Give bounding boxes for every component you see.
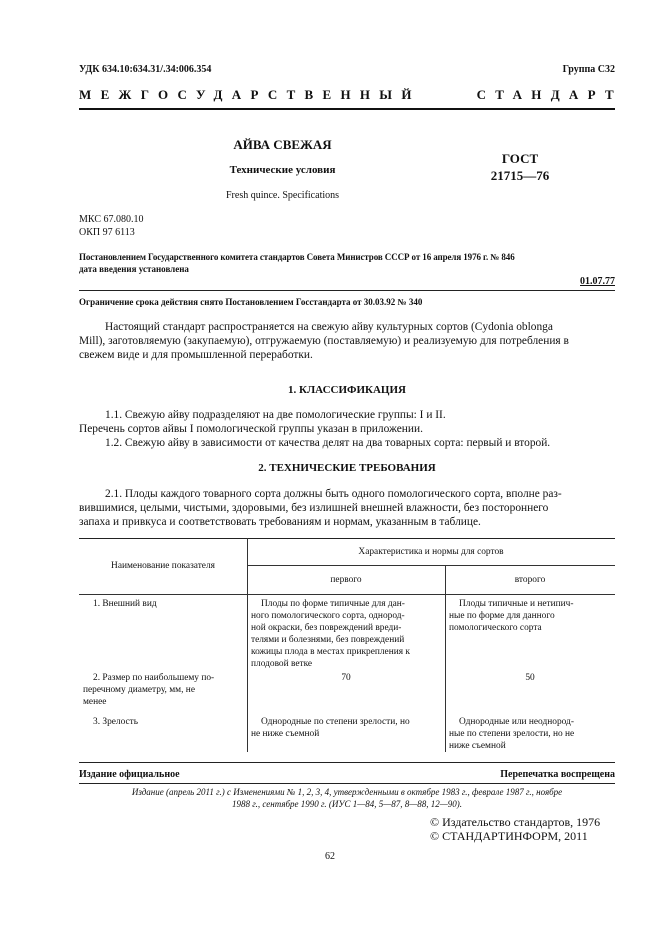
footer-rule bbox=[79, 762, 615, 763]
row1-second-line: ные по форме для данного bbox=[449, 611, 555, 621]
header-indicator: Наименование показателя bbox=[111, 561, 215, 571]
section1-heading: 1. КЛАССИФИКАЦИЯ bbox=[288, 384, 406, 396]
section1-line-2: Перечень сортов айвы I помологической группы указан в приложении. bbox=[79, 423, 423, 435]
decree-line2: дата введения установлена bbox=[79, 264, 189, 274]
table-top-rule bbox=[79, 538, 615, 539]
decree-line1: Постановлением Государственного комитета стандартов Совета Министров СССР от 16 апреля 1976 г. № 846 bbox=[79, 252, 515, 262]
official-edition: Издание официальное bbox=[79, 769, 180, 780]
header-group: Характеристика и нормы для сортов bbox=[358, 547, 504, 557]
row3-first-line: Однородные по степени зрелости, но bbox=[261, 717, 410, 727]
intro-line-2: Mill), заготовляемую (закупаемую), отгружаемую (поставляемую) и реализуемую для потребления в bbox=[79, 335, 569, 347]
row1-indicator-line: 1. Внешний вид bbox=[93, 599, 157, 609]
table-group-rule bbox=[247, 565, 615, 566]
okp-code: ОКП 97 6113 bbox=[79, 227, 135, 238]
row1-first-line: ного помологического сорта, однород- bbox=[251, 611, 405, 621]
row1-first-line: телями и болезнями, без повреждений bbox=[251, 635, 405, 645]
row2-indicator-line: 2. Размер по наибольшему по- bbox=[93, 673, 215, 683]
section2-line-1: 2.1. Плоды каждого товарного сорта должны быть одного помологического сорта, вполне раз- bbox=[105, 488, 562, 500]
row1-first-line: плодовой ветке bbox=[251, 659, 313, 669]
table-header-rule bbox=[79, 594, 615, 595]
row1-first-line: ной окраски, без повреждений вреди- bbox=[251, 623, 402, 633]
section1-line-3: 1.2. Свежую айву в зависимости от качества делят на два товарных сорта: первый и второй. bbox=[105, 437, 551, 449]
interstate-left: МЕЖГОСУДАРСТВЕННЫЙ bbox=[79, 87, 421, 102]
section2-line-3: запаха и привкуса и соответствовать требованиям и нормам, указанным в таблице. bbox=[79, 516, 481, 528]
row3-second-line: ниже съемной bbox=[449, 741, 506, 751]
document-subtitle: Технические условия bbox=[229, 164, 336, 176]
section2-line-2: вившимися, целыми, чистыми, здоровыми, без излишней внешней влажности, без постороннего bbox=[79, 502, 549, 514]
row1-first-line: кожицы плода в местах прикрепления к bbox=[251, 647, 410, 657]
page-number: 62 bbox=[325, 851, 335, 862]
row2-second: 50 bbox=[525, 673, 535, 683]
decree-rule bbox=[79, 290, 615, 291]
row1-indicator bbox=[93, 598, 243, 610]
row2-indicator-line: менее bbox=[83, 697, 107, 707]
intro-line-1: Настоящий стандарт распространяется на свежую айву культурных сортов (Cydonia oblonga bbox=[105, 321, 553, 333]
copyright-1976: © Издательство стандартов, 1976 bbox=[430, 815, 601, 829]
limit-removed: Ограничение срока действия снято Постановлением Госстандарта от 30.03.92 № 340 bbox=[79, 297, 423, 307]
header-rule bbox=[79, 108, 615, 110]
row3-first bbox=[251, 716, 441, 740]
reprint-prohibited: Перепечатка воспрещена bbox=[500, 769, 615, 780]
row1-second bbox=[449, 598, 613, 634]
row3-first-line: не ниже съемной bbox=[251, 729, 320, 739]
copyright-2011: © СТАНДАРТИНФОРМ, 2011 bbox=[430, 829, 588, 843]
introduction-date: 01.07.77 bbox=[580, 276, 615, 287]
row2-indicator bbox=[83, 672, 245, 708]
row1-second-line: Плоды типичные и нетипич- bbox=[459, 599, 574, 609]
header-second: второго bbox=[514, 575, 546, 585]
gost-number: 21715—76 bbox=[490, 168, 550, 183]
row1-second-line: помологического сорта bbox=[449, 623, 542, 633]
interstate-right: СТАНДАРТ bbox=[476, 87, 623, 102]
section1-line-1: 1.1. Свежую айву подразделяют на две помологические группы: I и II. bbox=[105, 409, 446, 421]
requirements-table bbox=[79, 538, 615, 752]
row3-second-line: Однородные или неоднород- bbox=[459, 717, 574, 727]
row2-indicator-line: перечному диаметру, мм, не bbox=[83, 685, 195, 695]
group-code: Группа С32 bbox=[562, 64, 615, 75]
row1-first-line: Плоды по форме типичные для дан- bbox=[261, 599, 405, 609]
header-first: первого bbox=[330, 575, 362, 585]
section2-heading: 2. ТЕХНИЧЕСКИЕ ТРЕБОВАНИЯ bbox=[258, 462, 436, 474]
document-title: АЙВА СВЕЖАЯ bbox=[233, 137, 332, 152]
gost-label: ГОСТ bbox=[501, 151, 539, 166]
intro-line-3: свежем виде и для промышленной переработки. bbox=[79, 349, 313, 361]
row2-first: 70 bbox=[341, 673, 351, 683]
edition-line-1: Издание (апрель 2011 г.) с Изменениями № 1, 2, 3, 4, утвержденными в октябре 1983 г., феврале 1987 г., ноябре bbox=[131, 787, 563, 797]
mks-code: МКС 67.080.10 bbox=[79, 214, 144, 225]
footer-rule-2 bbox=[79, 783, 615, 784]
row3-second-line: ные по степени зрелости, но не bbox=[449, 729, 575, 739]
english-title: Fresh quince. Specifications bbox=[225, 190, 340, 201]
edition-line-2: 1988 г., сентябре 1990 г. (ИУС 1—84, 5—87, 8—88, 12—90). bbox=[232, 799, 462, 809]
udk-code: УДК 634.10:634.31/.34:006.354 bbox=[79, 64, 212, 75]
table-vline-1 bbox=[247, 538, 248, 752]
row1-first bbox=[251, 598, 441, 670]
row3-second bbox=[449, 716, 613, 752]
row3-indicator: 3. Зрелость bbox=[93, 717, 139, 727]
